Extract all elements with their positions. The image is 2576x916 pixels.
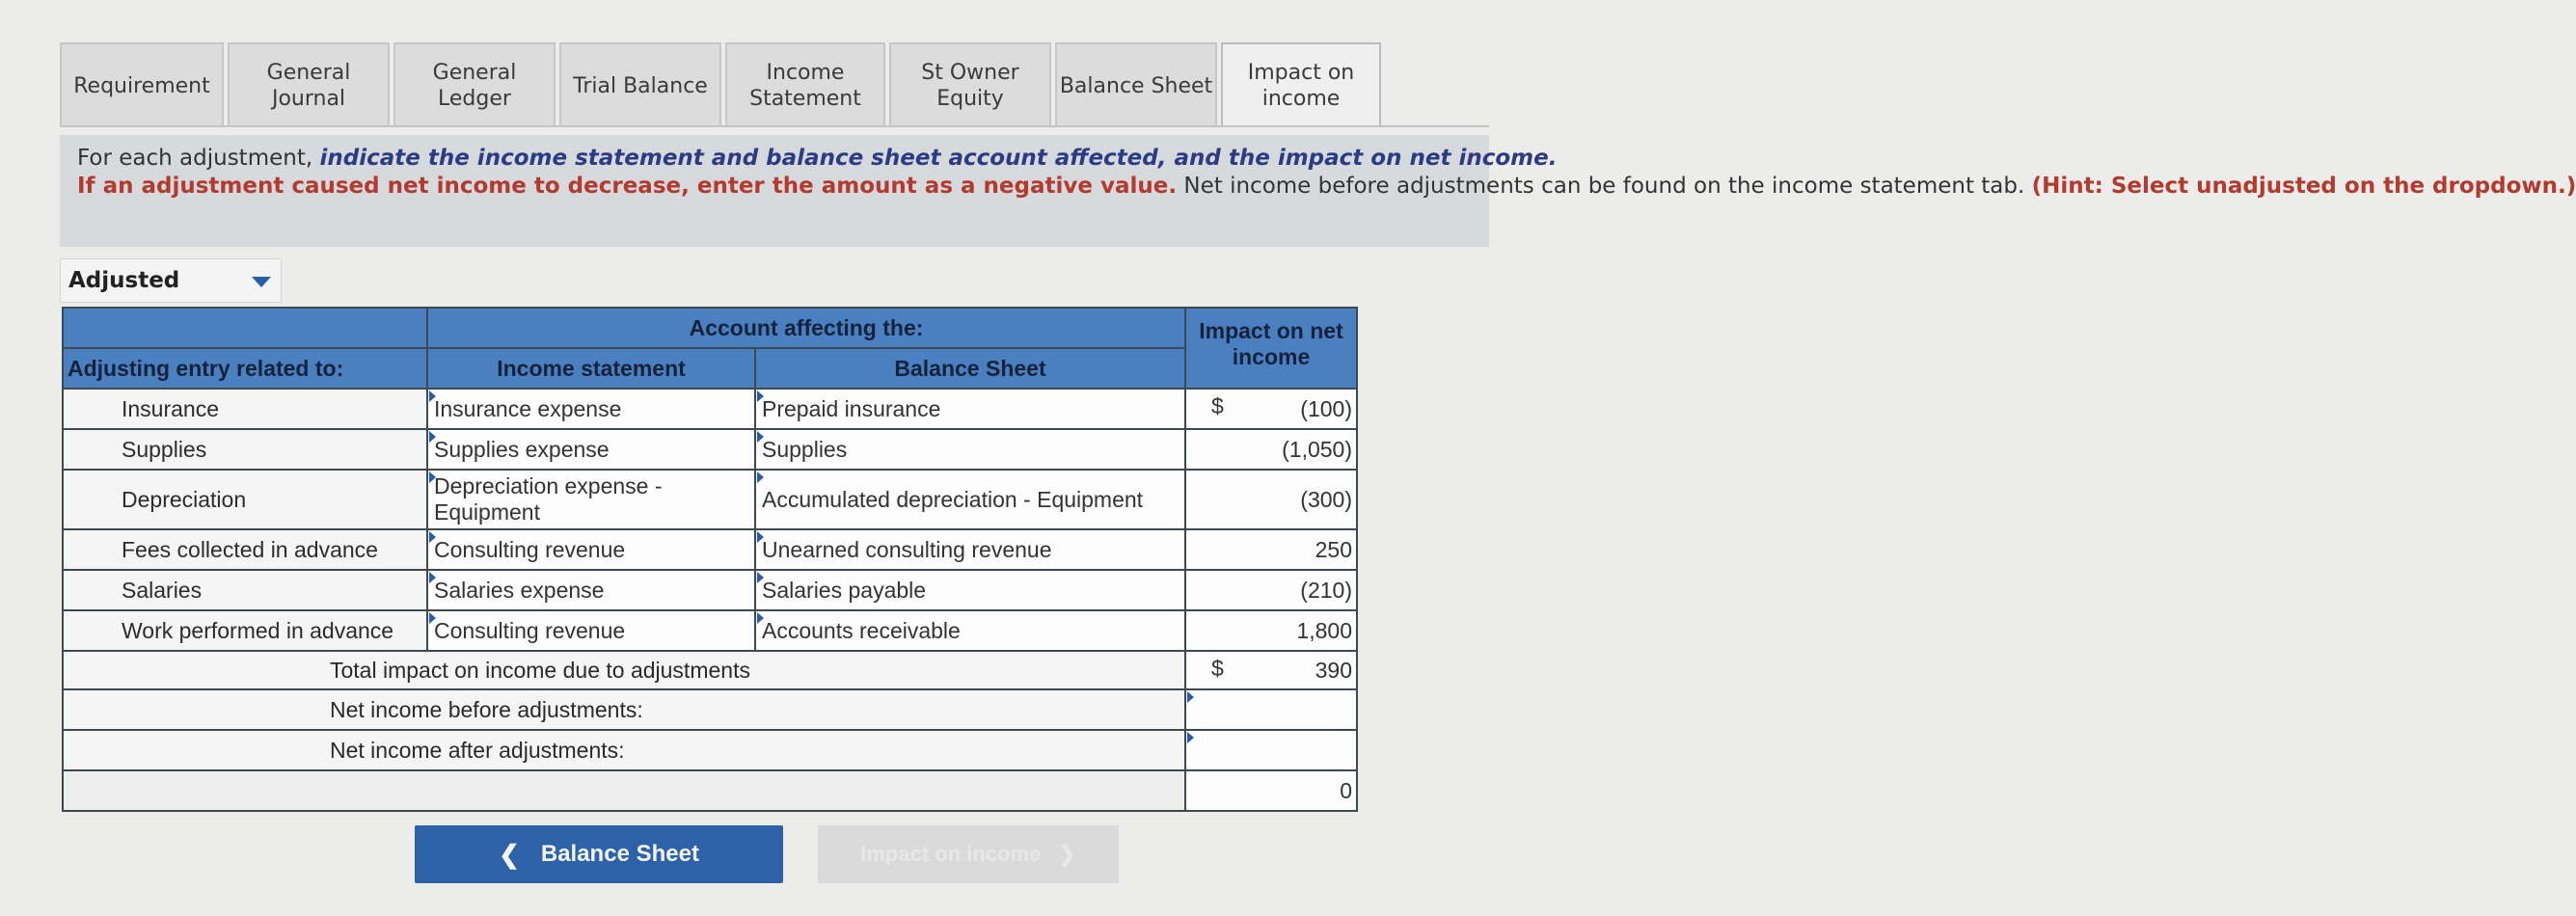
balance-account-select[interactable]: Accumulated depreciation - Equipment (755, 470, 1185, 529)
currency-symbol: $ (1211, 656, 1224, 681)
impact-input[interactable]: 250 (1185, 529, 1357, 570)
net-income-before-label: Net income before adjustments: (63, 689, 1185, 730)
income-account-select[interactable]: Supplies expense (427, 429, 755, 470)
entry-label: Supplies (63, 429, 427, 470)
header-account-affecting: Account affecting the: (427, 308, 1185, 348)
final-row (63, 770, 1357, 811)
dropdown-flag-icon (429, 391, 436, 402)
adjusted-dropdown[interactable] (60, 258, 282, 303)
dropdown-flag-icon (1187, 691, 1194, 703)
impact-input[interactable]: 1,800 (1185, 610, 1357, 651)
balance-account-select[interactable]: Unearned consulting revenue (755, 529, 1185, 570)
impact-input[interactable]: (1,050) (1185, 429, 1357, 470)
chevron-down-icon (252, 277, 271, 287)
dropdown-flag-icon (757, 572, 764, 583)
impact-table (62, 307, 1358, 812)
next-impact-on-income-button: Impact on income ❯ (818, 825, 1119, 883)
chevron-left-icon: ❮ (499, 839, 520, 869)
tab-trial-balance[interactable]: Trial Balance (559, 42, 721, 127)
header-adjusting-entry: Adjusting entry related to: (63, 348, 427, 389)
total-impact-value: $ 390 (1185, 651, 1357, 689)
tab-general-journal[interactable]: General Journal (228, 42, 390, 127)
impact-input[interactable]: (210) (1185, 570, 1357, 610)
tab-general-ledger[interactable]: General Ledger (393, 42, 556, 127)
tab-income-statement[interactable]: Income Statement (725, 42, 885, 127)
instructions: For each adjustment, indicate the income statement and balance sheet account affected, and the impact on net income. If an adjustment caused net income to decrease, enter the amount as a negative value. Net income before adjustments can be found on the income statement tab. (Hint: Select unadjusted on the dropdown.) (60, 135, 1489, 247)
table-row (63, 389, 1357, 429)
table-row (63, 610, 1357, 651)
table-row (63, 429, 1357, 470)
entry-label: Depreciation (63, 470, 427, 529)
dropdown-flag-icon (757, 391, 764, 402)
dropdown-flag-icon (757, 471, 764, 483)
balance-account-select[interactable]: Salaries payable (755, 570, 1185, 610)
dropdown-flag-icon (429, 572, 436, 583)
dropdown-flag-icon (757, 531, 764, 543)
prev-balance-sheet-button[interactable]: ❮ Balance Sheet (415, 825, 783, 883)
header-blank (63, 308, 427, 348)
balance-account-select[interactable]: Accounts receivable (755, 610, 1185, 651)
net-income-after-label: Net income after adjustments: (63, 730, 1185, 770)
impact-input[interactable]: (300) (1185, 470, 1357, 529)
entry-label: Insurance (63, 389, 427, 429)
net-income-after-value: 0 (1185, 770, 1357, 811)
table-row (63, 570, 1357, 610)
after-row (63, 730, 1357, 770)
currency-symbol: $ (1211, 393, 1224, 418)
dropdown-flag-icon (429, 531, 436, 543)
tab-balance-sheet[interactable]: Balance Sheet (1055, 42, 1217, 127)
dropdown-flag-icon (429, 612, 436, 624)
dropdown-flag-icon (757, 431, 764, 443)
total-row (63, 651, 1357, 689)
income-account-select[interactable]: Depreciation expense - Equipment (427, 470, 755, 529)
income-account-select[interactable]: Insurance expense (427, 389, 755, 429)
header-balance-sheet: Balance Sheet (755, 348, 1185, 389)
income-account-select[interactable]: Consulting revenue (427, 529, 755, 570)
header-impact-net-income: Impact on net income (1185, 308, 1357, 389)
total-impact-label: Total impact on income due to adjustments (63, 651, 1185, 689)
impact-input[interactable]: $ (100) (1185, 389, 1357, 429)
chevron-right-icon: ❯ (1058, 842, 1076, 866)
table-row (63, 529, 1357, 570)
dropdown-flag-icon (429, 431, 436, 443)
income-account-select[interactable]: Salaries expense (427, 570, 755, 610)
balance-account-select[interactable]: Supplies (755, 429, 1185, 470)
entry-label: Fees collected in advance (63, 529, 427, 570)
dropdown-flag-icon (429, 471, 436, 483)
net-income-before-input[interactable] (1185, 689, 1357, 730)
income-account-select[interactable]: Consulting revenue (427, 610, 755, 651)
tab-requirement[interactable]: Requirement (60, 42, 224, 127)
dropdown-flag-icon (757, 612, 764, 624)
tab-st-owner-equity[interactable]: St Owner Equity (889, 42, 1051, 127)
net-income-after-input[interactable] (1185, 730, 1357, 770)
dropdown-value: Adjusted (68, 268, 180, 293)
dropdown-flag-icon (1187, 732, 1194, 743)
tab-impact-on-income[interactable]: Impact on income (1221, 42, 1381, 127)
balance-account-select[interactable]: Prepaid insurance (755, 389, 1185, 429)
entry-label: Work performed in advance (63, 610, 427, 651)
tab-divider (60, 125, 1489, 127)
final-row-blank (63, 770, 1185, 811)
header-income-statement: Income statement (427, 348, 755, 389)
entry-label: Salaries (63, 570, 427, 610)
table-row (63, 470, 1357, 529)
tab-bar (60, 42, 1385, 127)
before-row (63, 689, 1357, 730)
